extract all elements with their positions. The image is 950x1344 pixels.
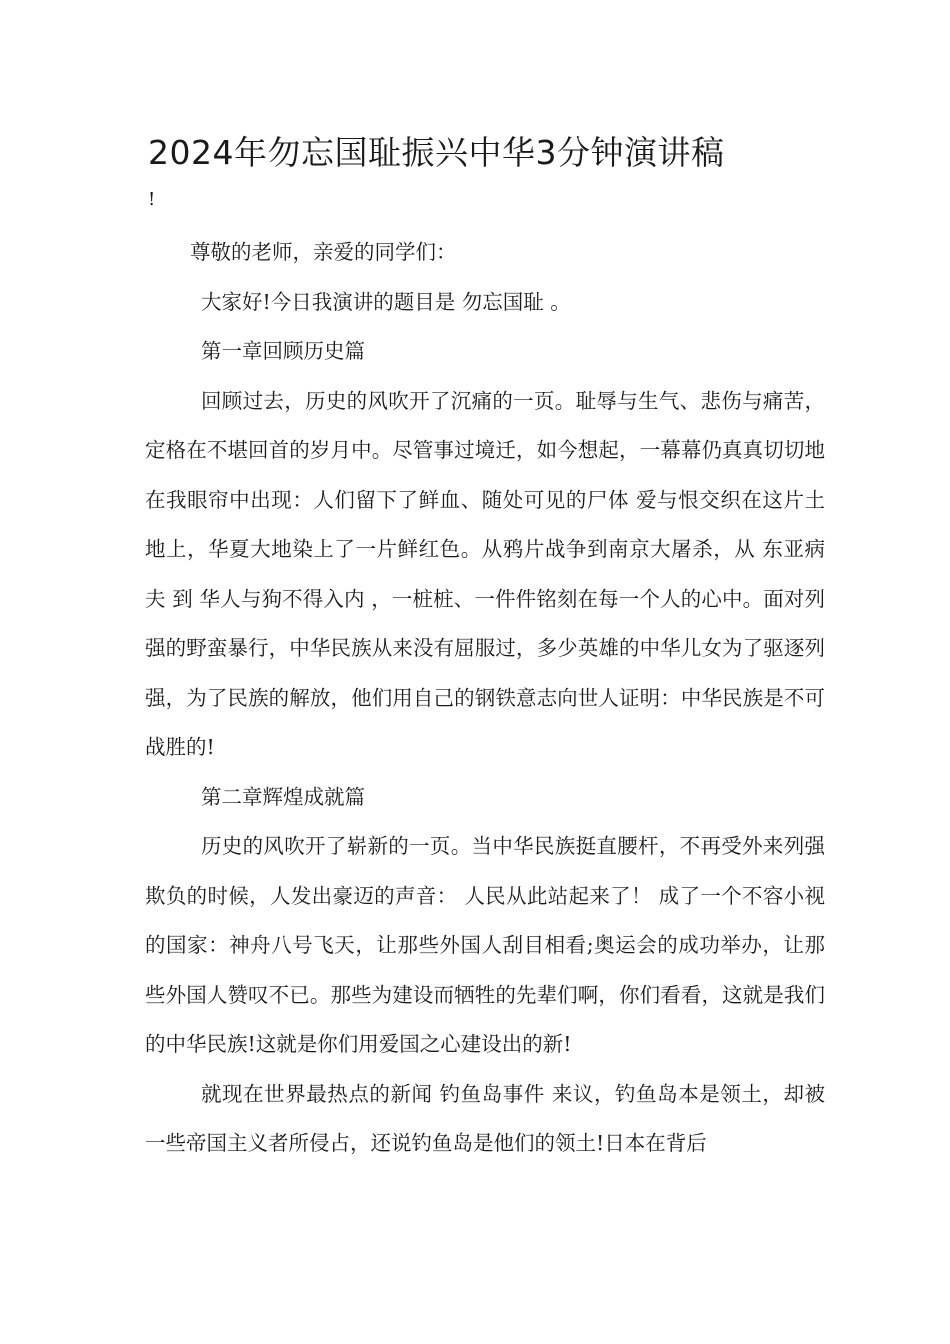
chapter-1-paragraph: 回顾过去，历史的风吹开了沉痛的一页。耻辱与生气、悲伤与痛苦，定格在不堪回首的岁月中。尽管事过境迁，如今想起，一幕幕仍真真切切地在我眼帘中出现：人们留下了鲜血、随处可见的尸体 爱与恨交织在这片土地上，华夏大地染上了一片鲜红色。从鸦片战争到南京大屠杀，从 东亚病夫 到 华人与狗不得入内 ，一桩桩、一件件铭刻在每一个人的心中。面对列强的野蛮暴行，中华民族从来没有屈服过，多少英雄的中华儿女为了驱逐列强，为了民族的解放，他们用自己的钢铁意志向世人证明：中华民族是不可战胜的! — [145, 388, 825, 759]
salutation: 尊敬的老师，亲爱的同学们： — [190, 240, 457, 264]
title-tail-mark: ! — [148, 189, 156, 210]
greeting: 大家好!今日我演讲的题目是 勿忘国耻 。 — [201, 289, 571, 314]
chapter-2-heading: 第二章辉煌成就篇 — [201, 784, 365, 809]
chapter-2-paragraph-1: 历史的风吹开了崭新的一页。当中华民族挺直腰杆，不再受外来列强欺负的时候，人发出豪迈的声音： 人民从此站起来了！ 成了一个不容小视的国家：神舟八号飞天，让那些外国人刮目相看;奥运会的成功举办，让那些外国人赞叹不已。那些为建设而牺牲的先辈们啊，你们看看，这就是我们的中华民族!这就是你们用爱国之心建设出的新! — [145, 834, 825, 1056]
document-title: 2024年勿忘国耻振兴中华3分钟演讲稿 — [148, 133, 725, 172]
chapter-2-paragraph-2: 就现在世界最热点的新闻 钓鱼岛事件 来议，钓鱼岛本是领土，却被一些帝国主义者所侵占，还说钓鱼岛是他们的领土!日本在背后 — [145, 1081, 825, 1155]
chapter-1-heading: 第一章回顾历史篇 — [201, 339, 365, 363]
speech-body — [145, 228, 825, 1169]
